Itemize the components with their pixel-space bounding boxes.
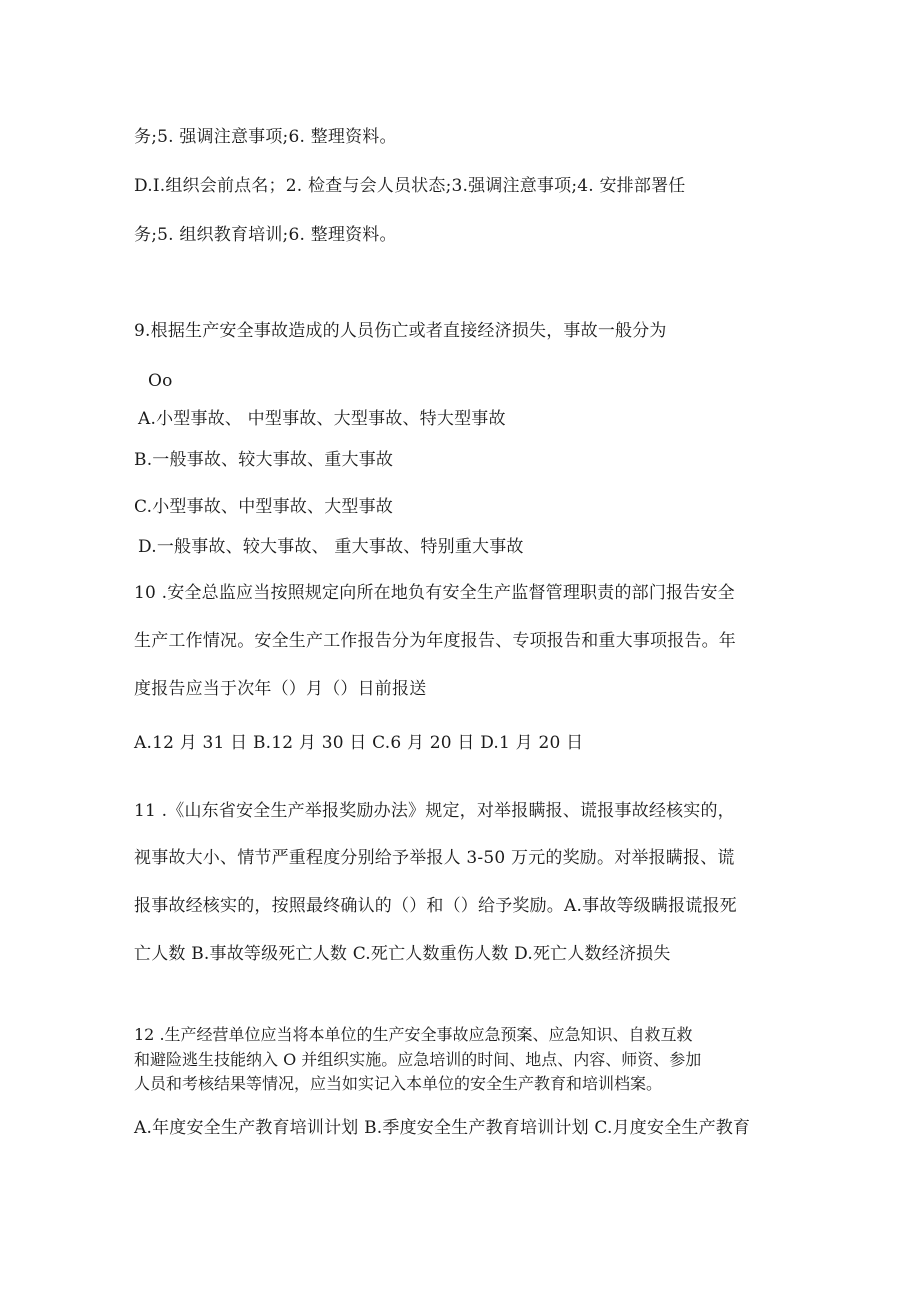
- q8-tail-line: 务;5. 强调注意事项;6. 整理资料。: [134, 127, 397, 147]
- q11-stem-line2: 视事故大小、情节严重程度分别给予举报人 3-50 万元的奖励。对举报瞒报、谎: [134, 848, 735, 868]
- q10-stem-line2: 生产工作情况。安全生产工作报告分为年度报告、专项报告和重大事项报告。年: [134, 631, 736, 651]
- q11-stem-line4: 亡人数 B.事故等级死亡人数 C.死亡人数重伤人数 D.死亡人数经济损失: [134, 944, 671, 964]
- q9-option-b: B.一般事故、较大事故、重大事故: [134, 450, 394, 470]
- q8-option-d-line1: D.I.组织会前点名；2. 检查与会人员状态;3.强调注意事项;4. 安排部署任: [134, 176, 686, 196]
- q9-option-d: D.一般事故、较大事故、 重大事故、特别重大事故: [138, 537, 524, 557]
- q9-option-c: C.小型事故、中型事故、大型事故: [134, 497, 394, 517]
- q11-stem-line1: 11 .《山东省安全生产举报奖励办法》规定，对举报瞒报、谎报事故经核实的，: [134, 801, 735, 821]
- q12-stem-line2: 和避险逃生技能纳入 O 并组织实施。应急培训的时间、地点、内容、师资、参加: [134, 1050, 702, 1069]
- q12-stem-line1: 12 .生产经营单位应当将本单位的生产安全事故应急预案、应急知识、自救互救: [134, 1025, 693, 1044]
- q9-stem-line2: Oo: [148, 371, 173, 391]
- q10-stem-line1: 10 .安全总监应当按照规定向所在地负有安全生产监督管理职责的部门报告安全: [134, 583, 735, 603]
- q10-options: A.12 月 31 日 B.12 月 30 日 C.6 月 20 日 D.1 月 20 日: [134, 733, 584, 753]
- q8-option-d-line2: 务;5. 组织教育培训;6. 整理资料。: [134, 225, 397, 245]
- q12-options: A.年度安全生产教育培训计划 B.季度安全生产教育培训计划 C.月度安全生产教育: [134, 1118, 751, 1138]
- q11-stem-line3: 报事故经核实的，按照最终确认的（）和（）给予奖励。A.事故等级瞒报谎报死: [134, 896, 737, 916]
- q9-option-a: A.小型事故、 中型事故、大型事故、特大型事故: [138, 409, 506, 429]
- q12-stem-line3: 人员和考核结果等情况，应当如实记入本单位的安全生产教育和培训档案。: [134, 1074, 663, 1093]
- q10-stem-line3: 度报告应当于次年（）月（）日前报送: [134, 679, 427, 699]
- q9-stem-line1: 9.根据生产安全事故造成的人员伤亡或者直接经济损失，事故一般分为: [134, 321, 667, 341]
